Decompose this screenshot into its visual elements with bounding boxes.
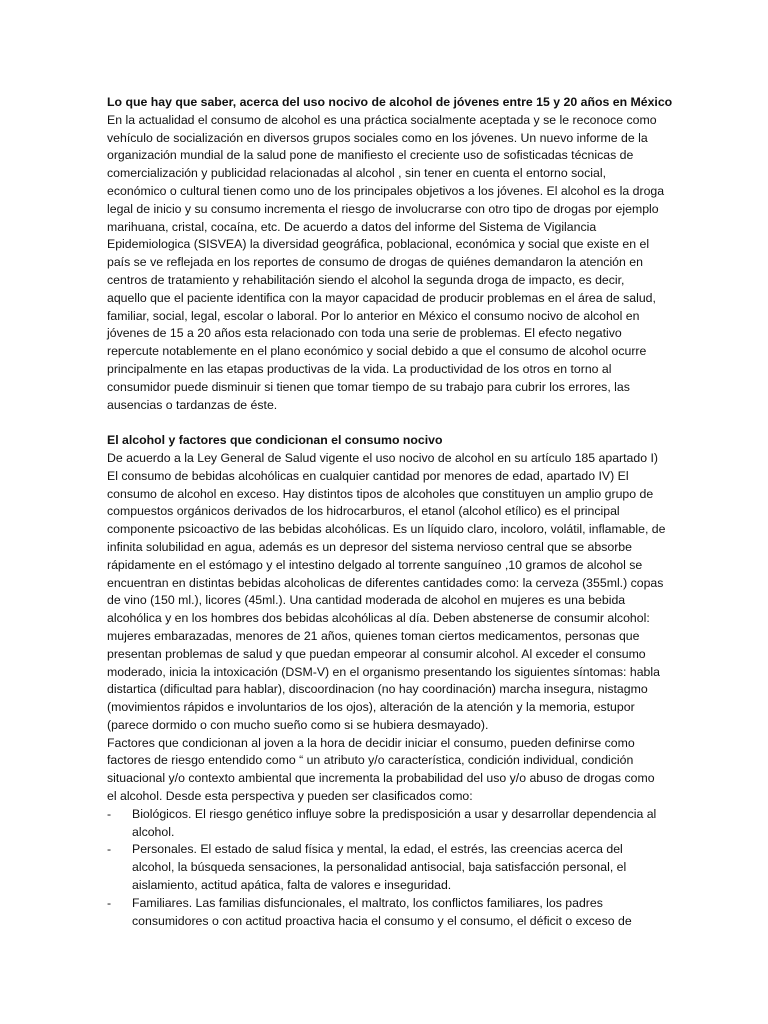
paragraph-gap — [107, 414, 667, 432]
bullet-marker: - — [107, 806, 112, 821]
intro-paragraph: En la actualidad el consumo de alcohol es una práctica socialmente aceptada y se le reconoce como vehículo de socialización en diversos grupos sociales como en los jóvenes. Un nuevo informe de la organización mundial de la salud pone de manifiesto el creciente uso de sofisticadas técnicas de comercialización y publicidad relacionadas al alcohol , sin tener en cuenta el entorno social, económico o cultural tienen como uno de los principales objetivos a los jóvenes. El alcohol es la droga legal de inicio y su consumo incrementa el riesgo de involucrarse con otro tipo de drogas por ejemplo marihuana, cristal, cocaína, etc. De acuerdo a datos del informe del Sistema de Vigilancia Epidemiologica (SISVEA) la diversidad geográfica, poblacional, económica y social que existe en el país se ve reflejada en los reportes de consumo de drogas de quiénes demandaron la atención en centros de tratamiento y rehabilitación siendo el alcohol la segunda droga de impacto, es decir, aquello que el paciente identifica con la mayor capacidad de producir problemas en el área de salud, familiar, social, legal, escolar o laboral. Por lo anterior en México el consumo nocivo de alcohol en jóvenes de 15 a 20 años esta relacionado con toda una serie de problemas. El efecto negativo repercute notablemente en el plano económico y social debido a que el consumo de alcohol ocurre principalmente en las etapas productivas de la vida. La productividad de los otros en torno al consumidor puede disminuir si tienen que tomar tiempo de su trabajo para cubrir los errores, las ausencias o tardanzas de éste. — [107, 112, 665, 412]
list-item — [107, 841, 667, 894]
document-content — [107, 94, 673, 930]
list-item-text: Personales. El estado de salud física y mental, la edad, el estrés, las creencias acerca del alcohol, la búsqueda sensaciones, la personalidad antisocial, baja satisfacción personal, el aislamiento, actitud apática, falta de valores e inseguridad. — [132, 842, 627, 893]
list-item — [107, 895, 667, 931]
factors-intro-paragraph: Factores que condicionan al joven a la hora de decidir iniciar el consumo, pueden definirse como factores de riesgo entendido como “ un atributo y/o característica, condición individual, condición situacional y/o contexto ambiental que incrementa la probabilidad del uso y/o abuso de drogas como el alcohol. Desde esta perspectiva y pueden ser clasificados como: — [107, 735, 655, 804]
risk-factors-list — [107, 806, 667, 931]
list-item — [107, 806, 667, 842]
section-body-paragraph: De acuerdo a la Ley General de Salud vigente el uso nocivo de alcohol en su artículo 185 apartado I) El consumo de bebidas alcohólicas en cualquier cantidad por menores de edad, apartado IV) El consumo de alcohol en exceso. Hay distintos tipos de alcoholes que constituyen un amplio grupo de compuestos orgánicos derivados de los hidrocarburos, el etanol (alcohol etílico) es el principal componente psicoactivo de las bebidas alcohólicas. Es un líquido claro, incoloro, volátil, inflamable, de infinita solubilidad en agua, además es un depresor del sistema nervioso central que se absorbe rápidamente en el estómago y el intestino delgado al torrente sanguíneo ,10 gramos de alcohol se encuentran en distintas bebidas alcoholicas de diferentes cantidades como: la cerveza (355ml.) copas de vino (150 ml.), licores (45ml.). Una cantidad moderada de alcohol en mujeres es una bebida alcohólica y en los hombres dos bebidas alcohólicas al día. Deben abstenerse de consumir alcohol: mujeres embarazadas, menores de 21 años, quienes toman ciertos medicamentos, personas que presentan problemas de salud y que puedan empeorar al consumir alcohol. Al exceder el consumo moderado, inicia la intoxicación (DSM-V) en el organismo presentando los siguientes síntomas: habla distartica (dificultad para hablar), discoordinacion (no hay coordinación) marcha insegura, nistagmo (movimientos rápidos e involuntarios de los ojos), alteración de la atención y la memoria, estupor (parece dormido o con mucho sueño como si se hubiera desmayado). — [107, 450, 666, 732]
list-item-text: Biológicos. El riesgo genético influye sobre la predisposición a usar y desarrollar dependencia al alcohol. — [132, 806, 657, 839]
bullet-marker: - — [107, 895, 112, 910]
document-title: Lo que hay que saber, acerca del uso nocivo de alcohol de jóvenes entre 15 y 20 años en México — [107, 95, 673, 109]
section-heading: El alcohol y factores que condicionan el consumo nocivo — [107, 433, 443, 448]
bullet-marker: - — [107, 842, 112, 857]
list-item-text: Familiares. Las familias disfuncionales, el maltrato, los conflictos familiares, los padres consumidores o con actitud proactiva hacia el consumo y el consumo, el déficit o exceso de — [132, 895, 632, 928]
